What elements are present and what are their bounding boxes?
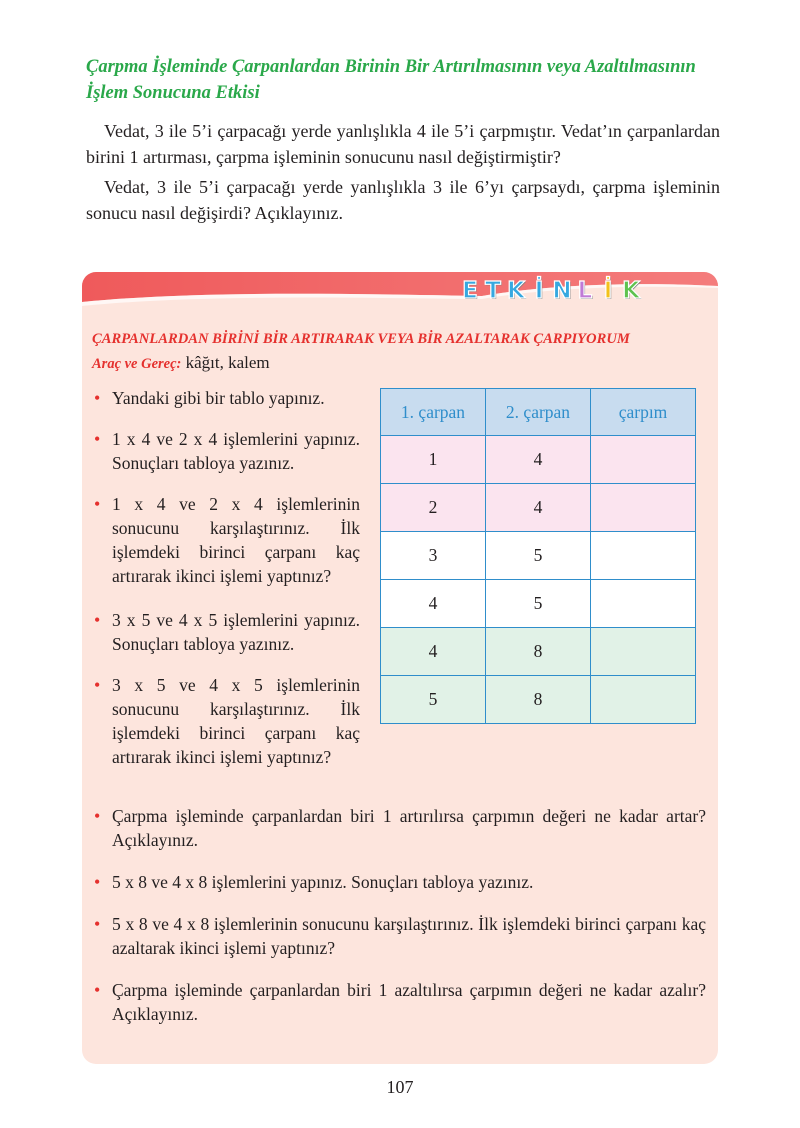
table-cell: 4 — [486, 436, 591, 484]
table-cell: 4 — [486, 484, 591, 532]
table-cell: 4 — [381, 628, 486, 676]
bullet-list-bottom — [92, 804, 706, 1026]
list-item: • Çarpma işleminde çarpanlardan biri 1 azaltılırsa çarpımın değeri ne kadar azalır? Açıklayınız. — [92, 978, 706, 1026]
table-cell-empty — [591, 532, 696, 580]
bullet-list-left — [92, 386, 360, 769]
table-row — [381, 580, 696, 628]
activity-title: ÇARPANLARDAN BİRİNİ BİR ARTIRARAK VEYA BİR AZALTARAK ÇARPIYORUM — [92, 331, 630, 347]
list-item: • 1 x 4 ve 2 x 4 işlemlerinin sonucunu karşılaştırınız. İlk işlemdeki birinci çarpanı kaç artırarak ikinci işlemi yaptınız? — [92, 492, 360, 588]
table-row — [381, 628, 696, 676]
list-item: • 1 x 4 ve 2 x 4 işlemlerini yapınız. Sonuçları tabloya yazınız. — [92, 427, 360, 475]
table-row — [381, 532, 696, 580]
table-cell-empty — [591, 676, 696, 724]
table-cell-empty — [591, 484, 696, 532]
table-cell-empty — [591, 436, 696, 484]
page-number: 107 — [386, 1077, 414, 1097]
list-item: • 3 x 5 ve 4 x 5 işlemlerini yapınız. Sonuçları tabloya yazınız. — [92, 608, 360, 656]
table-row — [381, 484, 696, 532]
table-cell: 5 — [486, 532, 591, 580]
etkinlik-banner — [459, 276, 642, 306]
section-heading: Çarpma İşleminde Çarpanlardan Birinin Bir Artırılmasının veya Azaltılmasının İşlem Sonucuna Etkisi — [86, 57, 696, 103]
table-cell-empty — [591, 628, 696, 676]
table-cell: 5 — [381, 676, 486, 724]
list-item: • Çarpma işleminde çarpanlardan biri 1 artırılırsa çarpımın değeri ne kadar artar? Açıklayınız. — [92, 804, 706, 852]
table-row — [381, 436, 696, 484]
activity-box — [82, 272, 718, 1064]
multiplication-table — [380, 388, 696, 724]
intro-paragraph-1: Vedat, 3 ile 5’i çarpacağı yerde yanlışlıkla 4 ile 5’i çarpmıştır. Vedat’ın çarpanlardan birini 1 artırması, çarpma işleminin sonucunu nasıl değiştirmiştir? — [86, 121, 720, 167]
table-row — [381, 676, 696, 724]
table-header-cell: çarpım — [591, 389, 696, 436]
tools-value: kâğıt, kalem — [181, 353, 270, 372]
banner-letter: K — [622, 278, 640, 304]
table-header-cell: 1. çarpan — [381, 389, 486, 436]
banner-letter: K — [507, 278, 525, 304]
table-cell-empty — [591, 580, 696, 628]
table-cell: 2 — [381, 484, 486, 532]
table-cell: 8 — [486, 676, 591, 724]
banner-letter: T — [485, 278, 501, 304]
list-item: • Yandaki gibi bir tablo yapınız. — [92, 386, 360, 410]
tools-label: Araç ve Gereç: — [92, 356, 182, 372]
list-item: • 5 x 8 ve 4 x 8 işlemlerinin sonucunu karşılaştırınız. İlk işlemdeki birinci çarpanı kaç azaltarak ikinci işlemi yaptınız? — [92, 912, 706, 960]
tools-line — [92, 352, 270, 375]
table-cell: 3 — [381, 532, 486, 580]
table-cell: 4 — [381, 580, 486, 628]
table-header-row — [381, 389, 696, 436]
banner-letter: L — [577, 278, 593, 304]
banner-letter: İ — [603, 278, 613, 304]
table-cell: 8 — [486, 628, 591, 676]
banner-letter: N — [552, 278, 572, 304]
banner-letter: İ — [534, 278, 544, 304]
table-cell: 5 — [486, 580, 591, 628]
banner-letter: E — [462, 278, 478, 304]
list-item: • 5 x 8 ve 4 x 8 işlemlerini yapınız. Sonuçları tabloya yazınız. — [92, 870, 706, 894]
list-item: • 3 x 5 ve 4 x 5 işlemlerinin sonucunu karşılaştırınız. İlk işlemdeki birinci çarpanı kaç artırarak ikinci işlemi yaptınız? — [92, 673, 360, 769]
table-header-cell: 2. çarpan — [486, 389, 591, 436]
intro-paragraph-2: Vedat, 3 ile 5’i çarpacağı yerde yanlışlıkla 3 ile 6’yı çarpsaydı, çarpma işleminin sonucu nasıl değişirdi? Açıklayınız. — [86, 177, 720, 223]
table-cell: 1 — [381, 436, 486, 484]
